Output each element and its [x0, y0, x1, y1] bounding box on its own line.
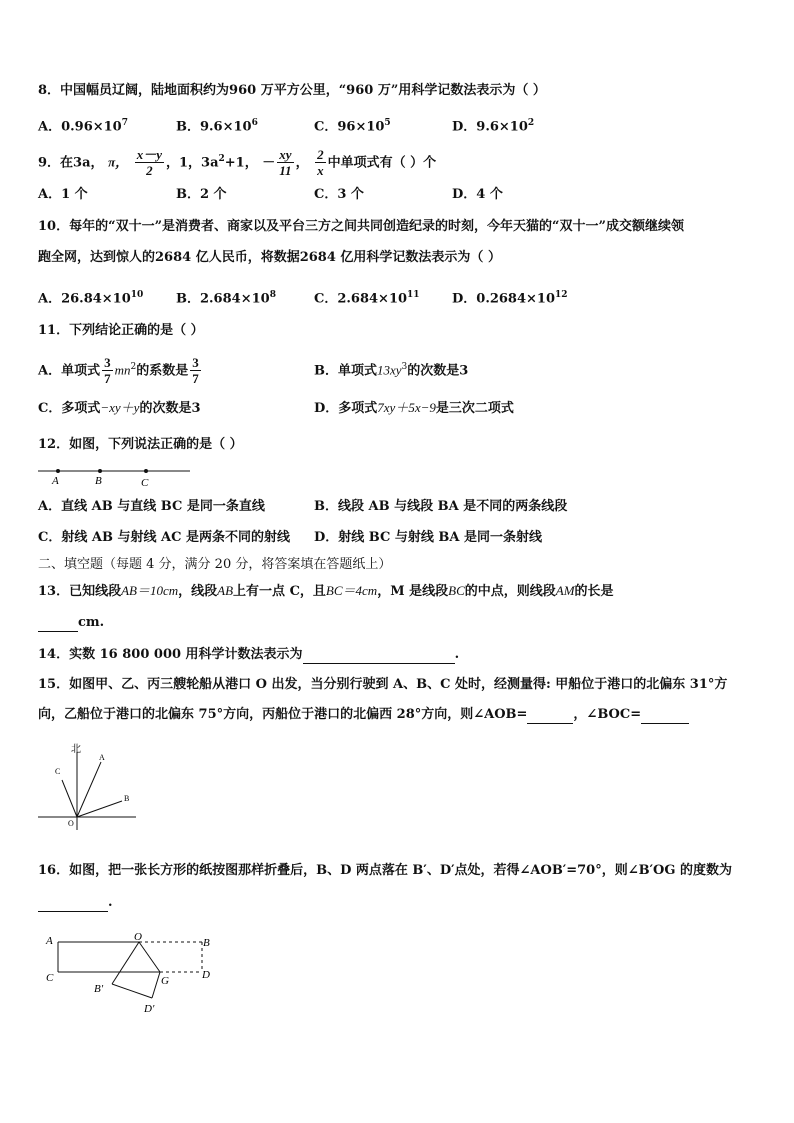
north-label: 北: [71, 744, 81, 755]
q16-line-2: .: [38, 894, 113, 912]
point-a: [56, 469, 60, 473]
label-b: B: [124, 794, 130, 803]
q11-a-fraction-2: $\frac{3}{7}$: [192, 355, 199, 387]
q15-blank-boc[interactable]: [641, 709, 689, 724]
label-b: B: [95, 475, 102, 487]
point-b: [98, 469, 102, 473]
q11-option-a: A．单项式 $\frac{3}{7}$ $mn^2$的系数是 $\frac{3}{7}$: [38, 355, 199, 387]
q12-option-a: A．直线 AB 与直线 BC 是同一条直线: [38, 499, 265, 514]
q10-option-b: B．$2.684\times 10^8$: [176, 290, 276, 307]
q16-fold-figure: [40, 926, 220, 1018]
q8-option-d: D．$9.6\times 10^2$: [452, 118, 535, 135]
q12-option-c: C．射线 AB 与射线 AC 是两条不同的射线: [38, 530, 290, 545]
q9-option-b: B．2 个: [176, 187, 227, 202]
q9-fraction-2: $\frac{xy}{11}$: [279, 147, 292, 179]
q11-option-c: C．多项式−xy＋y的次数是3: [38, 400, 201, 416]
label-o: O: [68, 819, 74, 828]
q11-stem: 11．下列结论正确的是（ ）: [38, 323, 204, 338]
point-c: [144, 469, 148, 473]
q9-option-d: D．4 个: [452, 187, 503, 202]
q15-line-1: 15．如图甲、乙、丙三艘轮船从港口 O 出发，当分别行驶到 A、B、C 处时，经测量得: 甲船位于港口的北偏东 31°方: [38, 677, 728, 692]
q14-blank[interactable]: [303, 649, 455, 664]
label-d-prime: D′: [144, 1003, 155, 1015]
q10-option-a: A．$26.84\times 10^{10}$: [38, 290, 144, 307]
label-a: A: [46, 935, 53, 947]
q12-line-figure: [36, 462, 196, 488]
q14-stem: 14．实数 16 800 000 用科学计数法表示为 .: [38, 647, 460, 662]
label-o: O: [134, 931, 142, 943]
label-d: D: [202, 969, 210, 981]
q11-option-d: D．多项式7xy＋5x−9是三次二项式: [314, 400, 514, 416]
q13-blank[interactable]: [38, 617, 78, 632]
q12-stem: 12．如图，下列说法正确的是（ ）: [38, 437, 243, 452]
q10-option-c: C．$2.684\times 10^{11}$: [314, 290, 420, 307]
q8-option-c: C．$96\times 10^5$: [314, 118, 391, 135]
q16-blank[interactable]: [38, 897, 108, 912]
q9-option-c: C．3 个: [314, 187, 364, 202]
q15-line-2: 向，乙船位于港口的北偏东 75°方向，丙船位于港口的北偏西 28°方向，则∠AOB= ，∠BOC=: [38, 706, 689, 724]
q8-option-b: B．$9.6\times 10^6$: [176, 118, 258, 135]
q15-direction-figure: [36, 740, 140, 832]
q10-line-2: 跑全网，达到惊人的2684 亿人民币，将数据2684 亿用科学记数法表示为（ ）: [38, 250, 501, 265]
label-a: A: [99, 753, 105, 762]
q16-line-1: 16．如图，把一张长方形的纸按图那样折叠后，B、D 两点落在 B′、D′点处，若得∠AOB′=70°，则∠B′OG 的度数为: [38, 863, 732, 878]
q12-option-d: D．射线 BC 与射线 BA 是同一条射线: [314, 530, 543, 545]
q13-answer: cm.: [38, 614, 104, 632]
q12-option-b: B．线段 AB 与线段 BA 是不同的两条线段: [314, 499, 568, 514]
q9-stem: 9．在3a， π， $\frac{x-y}{2}$ ，1，$3a^2+1$， － $\frac{xy}{11}$ ， $\frac{2}{x}$ 中单项式有（ ）个: [38, 147, 437, 179]
q11-option-b: B．单项式$13xy^3$的次数是3: [314, 362, 469, 379]
label-b-prime: B′: [94, 983, 104, 995]
section-heading: 二、填空题（每题 4 分，满分 20 分，将答案填在答题纸上）: [38, 557, 392, 572]
q10-line-1: 10．每年的“双十一”是消费者、商家以及平台三方之间共同创造纪录的时刻，今年天猫的“双十一”成交额继续领: [38, 219, 685, 234]
label-b: B: [203, 937, 210, 949]
q8-stem: 8．中国幅员辽阔，陆地面积约为960 万平方公里，“960 万”用科学记数法表示为（ ）: [38, 83, 546, 98]
q15-blank-aob[interactable]: [527, 709, 573, 724]
label-c: C: [141, 477, 149, 488]
q9-fraction-3: $\frac{2}{x}$: [317, 147, 324, 179]
label-g: G: [161, 975, 169, 987]
q9-option-a: A．1 个: [38, 187, 88, 202]
label-a: A: [52, 475, 59, 487]
q10-option-d: D．$0.2684\times 10^{12}$: [452, 290, 568, 307]
label-c: C: [55, 767, 61, 776]
q13-stem: 13．已知线段AB＝10cm，线段AB上有一点 C，且BC＝4cm，M 是线段BC的中点，则线段AM的长是: [38, 583, 614, 599]
q9-fraction-1: $\frac{x-y}{2}$: [136, 147, 162, 179]
q8-option-a: A．$0.96\times 10^7$: [38, 118, 128, 135]
q11-a-fraction: $\frac{3}{7}$: [104, 355, 111, 387]
label-c: C: [46, 972, 54, 984]
